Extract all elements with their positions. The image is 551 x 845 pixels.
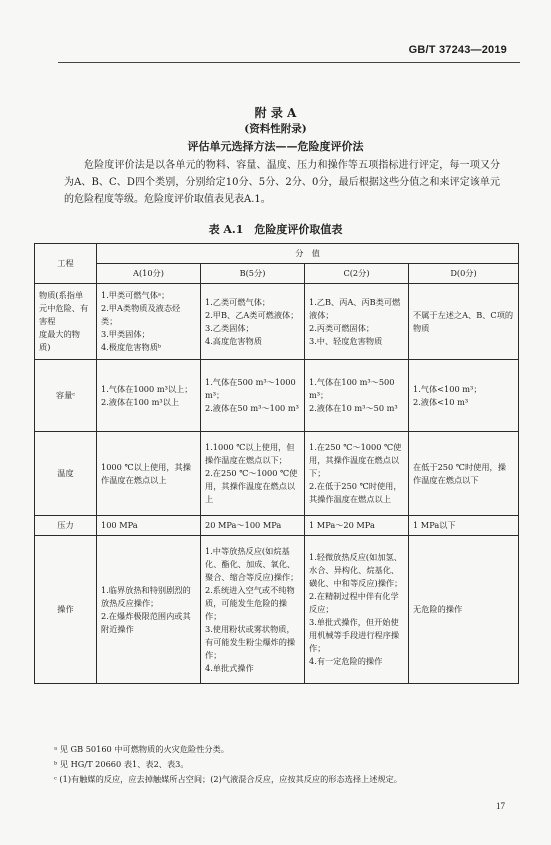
table-cell bbox=[409, 284, 519, 360]
cell-line: 1.甲类可燃气体ᵃ； bbox=[101, 290, 170, 300]
cell-line: 3.单批式操作，但开始使用机械等手段进行程序操作； bbox=[309, 617, 400, 653]
table-cell bbox=[305, 432, 409, 516]
cell-line: 2.液体在10 m³～50 m³ bbox=[309, 403, 398, 413]
row-label-line: 操作 bbox=[57, 604, 74, 614]
cell-line: 2.甲B、乙A类可燃液体； bbox=[205, 309, 299, 320]
table-cell bbox=[97, 360, 201, 432]
table-cell bbox=[409, 516, 519, 536]
header-rule bbox=[58, 62, 520, 63]
annex-subtitle: (资料性附录) bbox=[244, 123, 307, 135]
row-label-line: 容量ᶜ bbox=[55, 390, 76, 400]
table-cell bbox=[97, 432, 201, 516]
table-row bbox=[35, 516, 519, 536]
intro-paragraph: 危险度评价法是以各单元的物料、容量、温度、压力和操作等五项指标进行评定，每一项又分为A、B、C、D四个类别，分别给定10分、5分、2分、0分，最后根据这些分值之和来评定该单元的危险程度等级。危险度评价取值表见表A.1。 bbox=[64, 160, 500, 205]
cell-line: 2.系统进入空气或不纯物质，可能发生危险的操作； bbox=[205, 584, 295, 621]
table-cell bbox=[201, 284, 305, 360]
cell-line: 20 MPa～100 MPa bbox=[205, 520, 282, 530]
cell-line: 1.在250 ℃～1000 ℃使用，其操作温度在燃点以下； bbox=[309, 442, 402, 478]
standard-number: GB/T 37243—2019 bbox=[408, 44, 507, 56]
row-label-line: 质) bbox=[39, 342, 51, 352]
annex-title: 附 录 A bbox=[254, 106, 297, 120]
annex-name: 评估单元选择方法——危险度评价法 bbox=[187, 140, 364, 153]
header-item: 工程 bbox=[35, 244, 97, 284]
table-cell bbox=[201, 516, 305, 536]
header-col-d: D(0分) bbox=[409, 264, 519, 284]
cell-line: 在低于250 ℃时使用，操作温度在燃点以下 bbox=[413, 461, 506, 485]
table-row bbox=[35, 432, 519, 516]
table-cell bbox=[201, 432, 305, 516]
table-cell bbox=[97, 516, 201, 536]
table-cell bbox=[305, 360, 409, 432]
table-row bbox=[35, 284, 519, 360]
cell-line: 1.气体<100 m³； bbox=[413, 383, 482, 394]
table-cell bbox=[97, 284, 201, 360]
table-cell bbox=[409, 432, 519, 516]
cell-line: 3.使用粉状或雾状物质，有可能发生粉尘爆炸的操作； bbox=[205, 623, 296, 660]
hazard-evaluation-table bbox=[34, 243, 519, 684]
cell-line: 2.丙类可燃固体； bbox=[309, 322, 375, 333]
cell-line: 2.液体<10 m³ bbox=[413, 396, 469, 407]
note-a: ᵃ 见 GB 50160 中可燃物质的火灾危险性分类。 bbox=[54, 744, 229, 754]
cell-line: 3.甲类固体； bbox=[101, 329, 150, 339]
table-cell bbox=[201, 360, 305, 432]
cell-line: 4.高度危害物质 bbox=[205, 335, 262, 346]
cell-line: 1000 ℃以上使用，其操作温度在燃点以上 bbox=[101, 461, 191, 485]
cell-line: 2.甲A类物质及液态烃类； bbox=[101, 303, 181, 326]
cell-line: 2.在精制过程中伴有化学反应； bbox=[309, 591, 399, 614]
row-label-line: 温度 bbox=[57, 468, 74, 478]
cell-line: 1 MPa～20 MPa bbox=[309, 520, 375, 530]
row-label bbox=[35, 432, 97, 516]
cell-line: 1.气体在100 m³～500 m³； bbox=[309, 377, 395, 400]
cell-line: 4.极度危害物质ᵇ bbox=[101, 342, 162, 352]
header-col-c: C(2分) bbox=[305, 264, 409, 284]
cell-line: 1.临界放热和特别剧烈的放热反应操作； bbox=[101, 584, 191, 608]
row-label bbox=[35, 516, 97, 536]
cell-line: 1.乙B、丙A、丙B类可燃液体； bbox=[309, 296, 401, 320]
header-score: 分 值 bbox=[97, 244, 519, 264]
page-number: 17 bbox=[496, 801, 505, 811]
cell-line: 无危险的操作 bbox=[413, 604, 463, 614]
table-cell bbox=[97, 536, 201, 684]
cell-line: 3.中、轻度危害物质 bbox=[309, 335, 383, 346]
cell-line: 1 MPa以下 bbox=[413, 520, 456, 530]
table-row bbox=[35, 360, 519, 432]
note-c: ᶜ (1)有触媒的反应，应去掉触媒所占空间；(2)气液混合反应，应按其反应的形态选择上述规定。 bbox=[54, 774, 402, 784]
table-cell bbox=[409, 536, 519, 684]
header-col-a: A(10分) bbox=[97, 264, 201, 284]
row-label-line: 元中危险、有 bbox=[39, 303, 89, 313]
row-label-line: 物质(系指单 bbox=[39, 290, 84, 300]
header-col-b: B(5分) bbox=[201, 264, 305, 284]
table-caption: 表 A.1 危险度评价取值表 bbox=[208, 223, 343, 236]
table-cell bbox=[409, 360, 519, 432]
cell-line: 2.在爆炸极限范围内或其附近操作 bbox=[101, 610, 191, 634]
cell-line: 2.在250 ℃～1000 ℃使用，其操作温度在燃点以上 bbox=[205, 468, 298, 504]
cell-line: 1.乙类可燃气体； bbox=[205, 296, 271, 307]
cell-line: 4.有一定危险的操作 bbox=[309, 656, 383, 666]
note-b: ᵇ 见 HG/T 20660 表1、表2、表3。 bbox=[54, 759, 189, 769]
row-label-line: 度最大的物 bbox=[39, 329, 80, 339]
row-label bbox=[35, 360, 97, 432]
cell-line: 2.在低于250 ℃时使用，其操作温度在燃点以上 bbox=[309, 481, 402, 504]
row-label bbox=[35, 284, 97, 360]
table-notes bbox=[54, 742, 524, 787]
table-cell bbox=[201, 536, 305, 684]
cell-line: 3.乙类固体； bbox=[205, 322, 254, 333]
row-label-line: 压力 bbox=[57, 520, 74, 530]
row-label-line: 害程 bbox=[39, 316, 56, 326]
cell-line: 1.气体在500 m³～1000 m³； bbox=[205, 377, 296, 400]
cell-line: 100 MPa bbox=[101, 520, 138, 530]
cell-line: 4.单批式操作 bbox=[205, 662, 254, 673]
cell-line: 1.气体在1000 m³以上； bbox=[101, 383, 193, 394]
cell-line: 2.液体在100 m³以上 bbox=[101, 396, 180, 407]
table-cell bbox=[305, 536, 409, 684]
table-cell bbox=[305, 284, 409, 360]
cell-line: 2.液体在50 m³～100 m³ bbox=[205, 403, 299, 413]
cell-line: 1.1000 ℃以上使用，但操作温度在燃点以下； bbox=[205, 442, 295, 465]
row-label bbox=[35, 536, 97, 684]
cell-line: 1.轻微放热反应(如加氢、水合、异构化、烷基化、磺化、中和等反应)操作； bbox=[309, 552, 403, 588]
table-cell bbox=[305, 516, 409, 536]
cell-line: 1.中等放热反应(如烷基化、酯化、加成、氧化、聚合、缩合等反应)操作； bbox=[205, 545, 299, 582]
table-row bbox=[35, 536, 519, 684]
cell-line: 不属于左述之A、B、C项的物质 bbox=[413, 309, 514, 333]
